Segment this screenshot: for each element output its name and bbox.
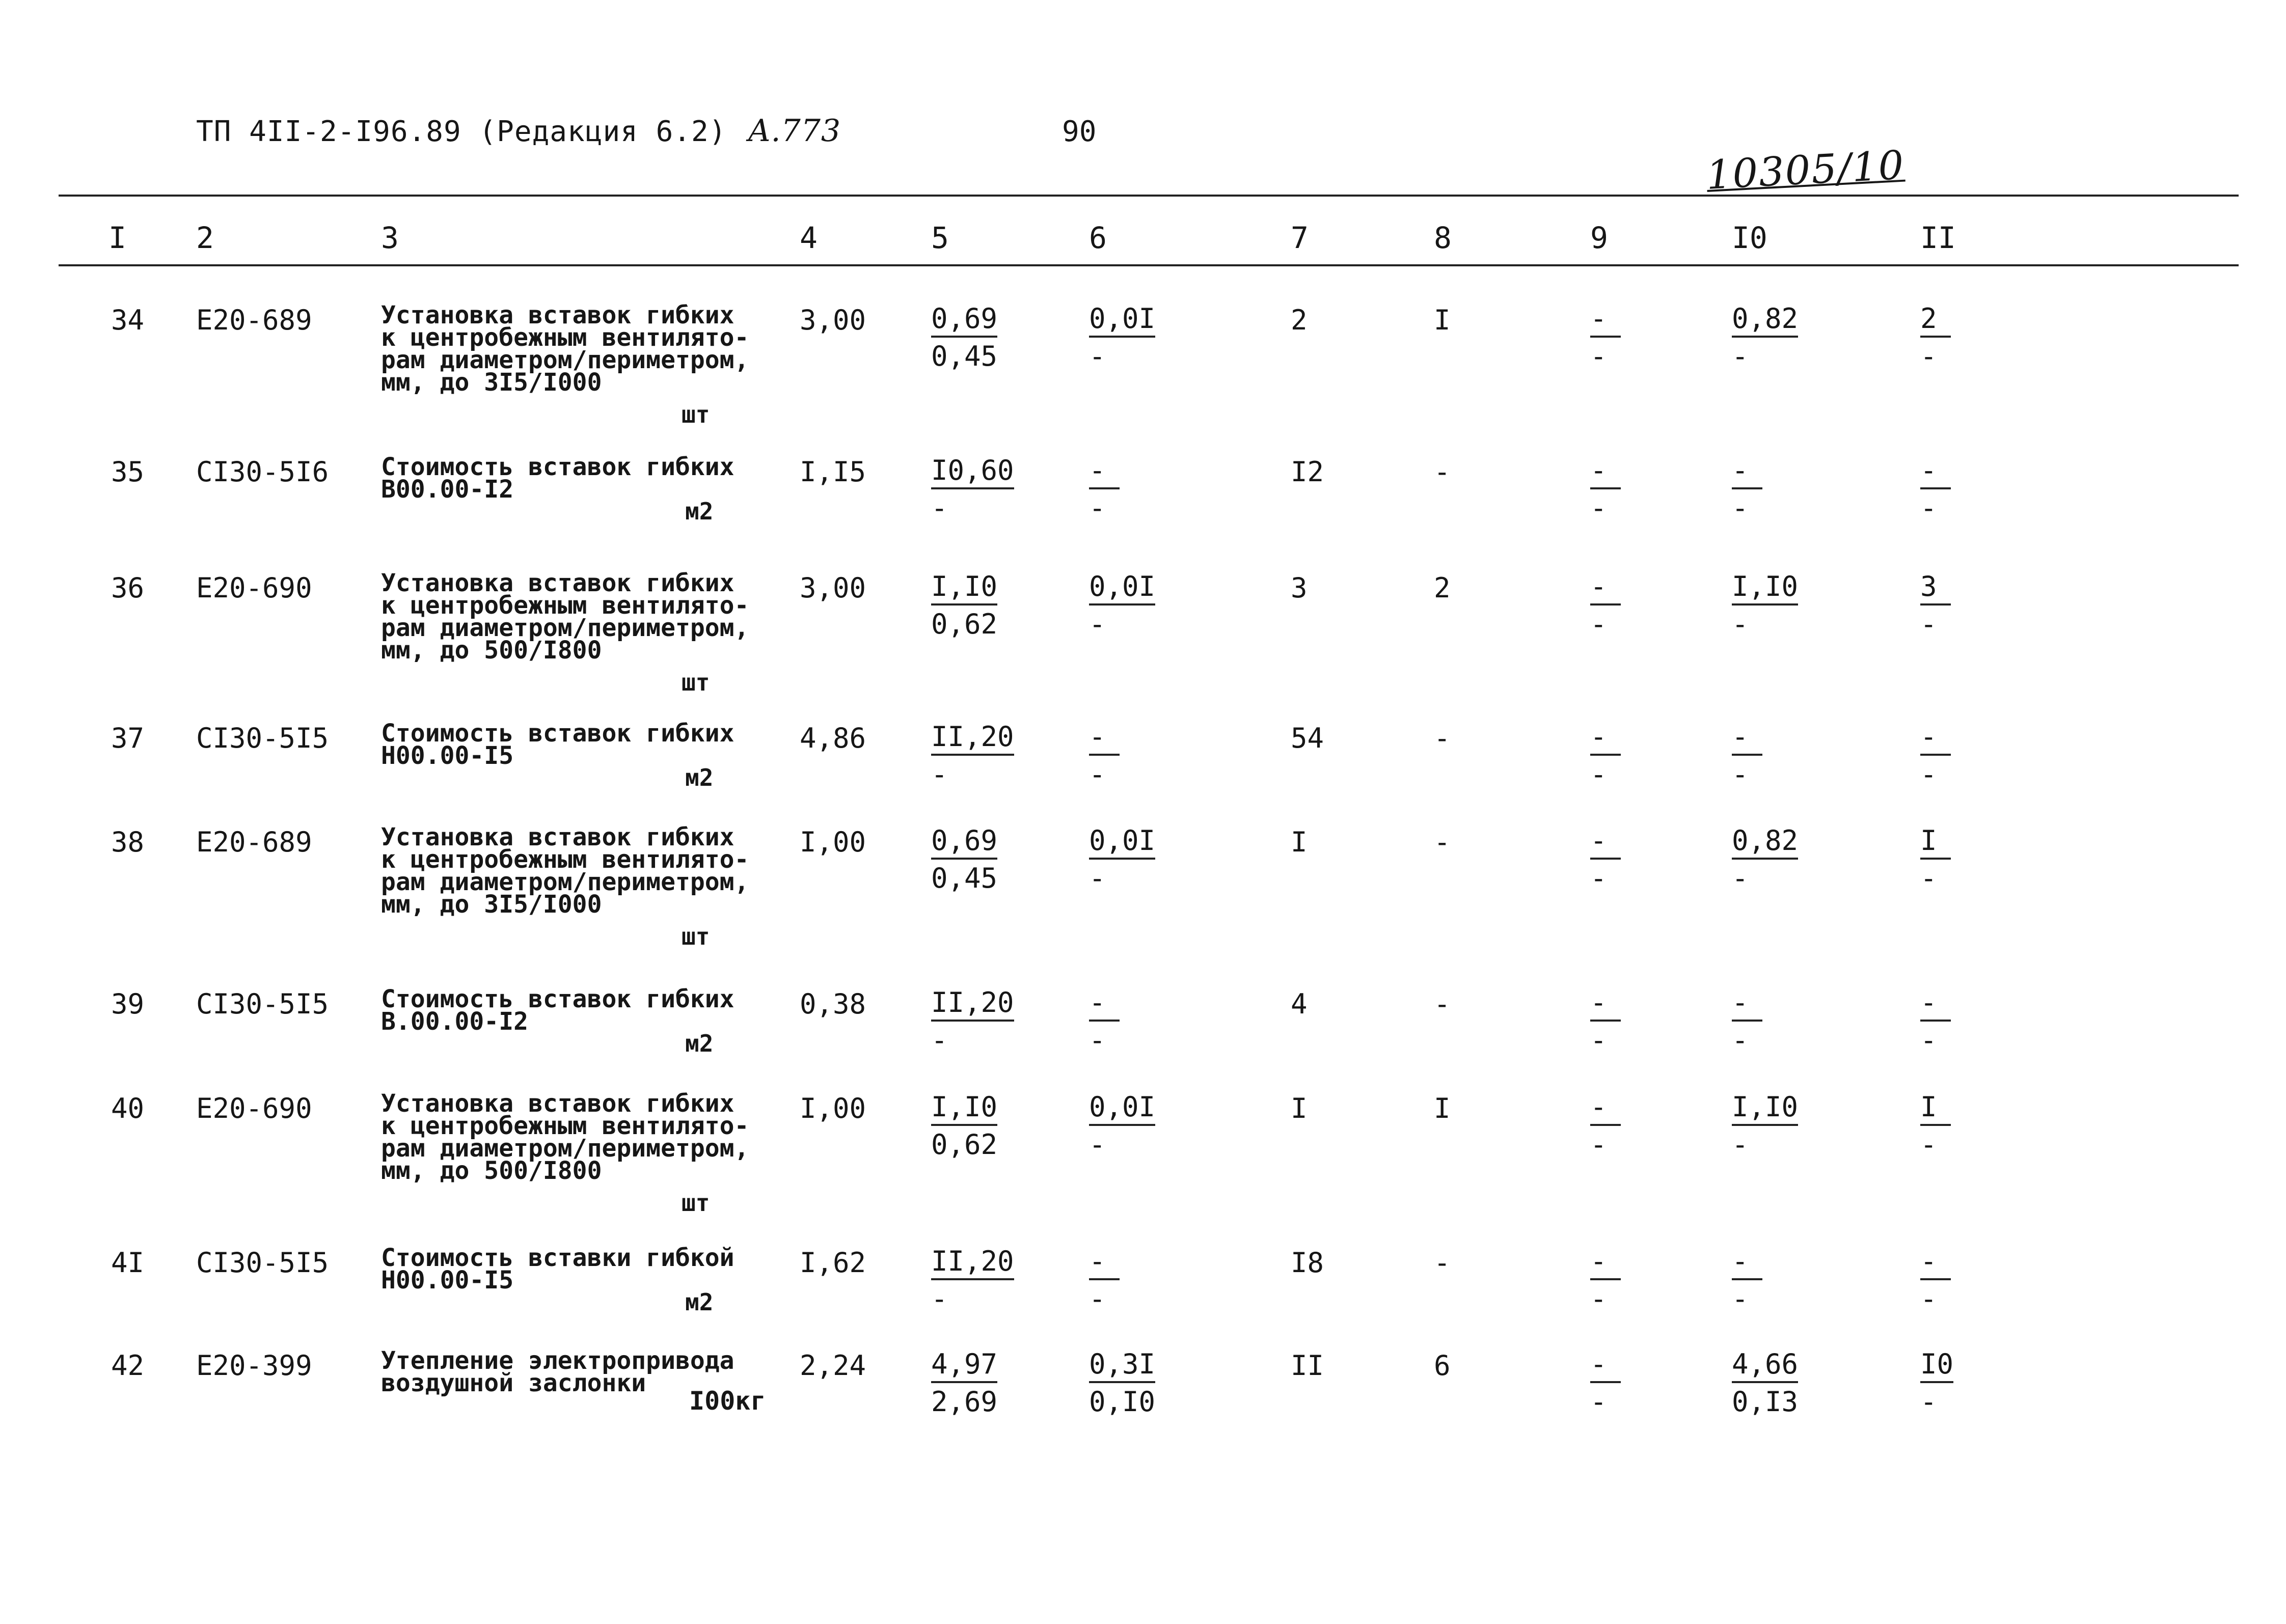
column-header-8: 8 [1434, 221, 1452, 255]
work-description-line: мм, до 3I5/I000 [381, 890, 602, 919]
table-row [0, 1089, 2286, 1217]
row-number: 37 [111, 722, 145, 754]
value-col-11-denominator: - [1920, 862, 1937, 894]
value-col-11 [1920, 572, 1951, 640]
value-col-5-denominator: 0,62 [931, 1128, 998, 1161]
value-col-8: - [1434, 456, 1451, 488]
table-row [0, 1346, 2286, 1418]
value-col-9-numerator: - [1590, 722, 1621, 756]
value-col-9-numerator: - [1590, 1247, 1621, 1280]
value-col-6-numerator: 0,0I [1089, 1092, 1155, 1126]
page-number: 90 [1062, 115, 1097, 148]
value-col-10 [1732, 988, 1762, 1056]
value-col-11-numerator: I0 [1920, 1350, 1953, 1383]
value-col-9-denominator: - [1590, 1386, 1607, 1418]
unit-of-measure: м2 [685, 1288, 714, 1316]
value-col-8: - [1434, 826, 1451, 858]
value-col-9-numerator: - [1590, 456, 1621, 489]
value-col-9 [1590, 1092, 1621, 1161]
work-description-line: мм, до 3I5/I000 [381, 368, 602, 397]
value-col-5-numerator: 0,69 [931, 826, 997, 860]
value-col-7: I8 [1291, 1247, 1324, 1279]
value-col-11-denominator: - [1920, 492, 1937, 524]
value-col-5-numerator: II,20 [931, 988, 1014, 1022]
row-number: 40 [111, 1092, 145, 1124]
value-col-11 [1920, 1247, 1951, 1315]
value-col-5 [931, 826, 997, 894]
value-col-10-numerator: 0,82 [1732, 304, 1798, 338]
value-col-10 [1732, 1247, 1762, 1315]
value-col-7: 54 [1291, 722, 1324, 754]
row-number: 4I [111, 1247, 145, 1279]
value-col-5 [931, 304, 997, 372]
value-col-11-numerator: 2 [1920, 304, 1951, 338]
value-col-11-denominator: - [1920, 1128, 1937, 1161]
value-col-11-denominator: - [1920, 1386, 1937, 1418]
value-col-9-denominator: - [1590, 758, 1607, 790]
value-col-5 [931, 1247, 1014, 1315]
value-col-5 [931, 456, 1014, 524]
price-code: CI30-5I6 [196, 456, 329, 488]
value-col-5-denominator: 2,69 [931, 1386, 998, 1418]
value-col-5-numerator: I,I0 [931, 572, 997, 605]
value-col-9 [1590, 572, 1621, 640]
table-row [0, 719, 2286, 791]
value-col-9-numerator: - [1590, 1350, 1621, 1383]
value-col-9-denominator: - [1590, 1128, 1607, 1161]
value-col-5-numerator: 4,97 [931, 1350, 997, 1383]
value-col-11-denominator: - [1920, 758, 1937, 790]
row-number: 34 [111, 304, 145, 336]
work-description-line: к центробежным вентилято- [381, 323, 749, 352]
value-col-9-numerator: - [1590, 572, 1621, 605]
price-code: CI30-5I5 [196, 722, 329, 754]
value-col-9-numerator: - [1590, 1092, 1621, 1126]
price-code: E20-689 [196, 304, 312, 336]
value-col-7: 3 [1291, 572, 1308, 604]
value-col-9 [1590, 304, 1621, 372]
handwritten-album-code: A.773 [748, 113, 841, 149]
value-col-9 [1590, 722, 1621, 790]
value-col-5-denominator: - [931, 492, 948, 524]
value-col-6 [1089, 304, 1155, 372]
value-col-10-denominator: - [1732, 758, 1749, 790]
value-col-11 [1920, 456, 1951, 524]
value-col-11-denominator: - [1920, 340, 1937, 372]
column-header-10: I0 [1732, 221, 1767, 255]
value-col-10 [1732, 1350, 1798, 1418]
unit-of-measure: м2 [685, 764, 714, 791]
row-number: 39 [111, 988, 145, 1020]
work-description-line: Стоимость вставок гибких [381, 985, 734, 1013]
value-col-6 [1089, 722, 1120, 790]
value-col-6-denominator: - [1089, 1024, 1106, 1056]
value-col-6-numerator: - [1089, 456, 1120, 489]
column-header-4: 4 [800, 221, 818, 255]
value-col-10-denominator: - [1732, 608, 1749, 640]
value-col-7: I [1291, 826, 1308, 858]
work-description-line: H00.00-I5 [381, 741, 514, 770]
value-col-10-numerator: - [1732, 1247, 1762, 1280]
value-col-5-numerator: II,20 [931, 722, 1014, 756]
column-header-1: I [108, 221, 126, 255]
value-col-9-denominator: - [1590, 608, 1607, 640]
work-description-line: Установка вставок гибких [381, 569, 734, 597]
handwritten-inventory-number: 10305/10 [1705, 142, 1906, 199]
table-row [0, 453, 2286, 525]
work-description-line: Стоимость вставок гибких [381, 453, 734, 481]
value-col-11 [1920, 1350, 1953, 1418]
quantity: I,00 [800, 826, 866, 858]
unit-of-measure: шт [682, 923, 710, 950]
value-col-6-denominator: - [1089, 340, 1106, 372]
work-description [381, 453, 748, 504]
unit-of-measure: шт [682, 669, 710, 696]
value-col-8: I [1434, 304, 1451, 336]
work-description-line: Установка вставок гибких [381, 1089, 734, 1118]
value-col-9 [1590, 456, 1621, 524]
table-top-rule [59, 195, 2239, 197]
quantity: 2,24 [800, 1350, 866, 1382]
table-row [0, 1244, 2286, 1316]
value-col-6-numerator: 0,0I [1089, 304, 1155, 338]
quantity: I,62 [800, 1247, 866, 1279]
work-description-line: к центробежным вентилято- [381, 845, 749, 874]
value-col-6-denominator: - [1089, 492, 1106, 524]
work-description-line: к центробежным вентилято- [381, 1112, 749, 1140]
row-number: 38 [111, 826, 145, 858]
table-row [0, 985, 2286, 1057]
value-col-6-numerator: - [1089, 1247, 1120, 1280]
value-col-5-denominator: 0,45 [931, 340, 998, 372]
quantity: I,00 [800, 1092, 866, 1124]
value-col-6-denominator: - [1089, 862, 1106, 894]
value-col-9 [1590, 1350, 1621, 1418]
price-code: E20-399 [196, 1350, 312, 1382]
value-col-5-numerator: II,20 [931, 1247, 1014, 1280]
quantity: I,I5 [800, 456, 866, 488]
work-description-line: Установка вставок гибких [381, 823, 734, 851]
value-col-11-numerator: - [1920, 1247, 1951, 1280]
value-col-7: 4 [1291, 988, 1308, 1020]
value-col-5-denominator: 0,62 [931, 608, 998, 640]
value-col-5-numerator: I0,60 [931, 456, 1014, 489]
value-col-9 [1590, 826, 1621, 894]
value-col-9-denominator: - [1590, 1024, 1607, 1056]
value-col-11-denominator: - [1920, 608, 1937, 640]
work-description [381, 823, 749, 919]
value-col-11-numerator: - [1920, 722, 1951, 756]
quantity: 3,00 [800, 572, 866, 604]
work-description-line: к центробежным вентилято- [381, 591, 749, 620]
table-row [0, 823, 2286, 950]
value-col-11-denominator: - [1920, 1024, 1937, 1056]
value-col-10-numerator: I,I0 [1732, 572, 1798, 605]
value-col-10-denominator: - [1732, 340, 1749, 372]
work-description-line: Установка вставок гибких [381, 301, 734, 329]
value-col-5 [931, 722, 1014, 790]
quantity: 4,86 [800, 722, 866, 754]
column-header-2: 2 [196, 221, 214, 255]
table-header-rule [59, 264, 2239, 266]
work-description-line: мм, до 500/I800 [381, 636, 602, 665]
value-col-9-denominator: - [1590, 340, 1607, 372]
work-description-line: Стоимость вставки гибкой [381, 1244, 734, 1272]
document-code: ТП 4II-2-I96.89 (Редакция 6.2) [196, 115, 727, 148]
work-description-line: рам диаметром/периметром, [381, 346, 749, 374]
value-col-8: 6 [1434, 1350, 1451, 1382]
column-header-11: II [1920, 221, 1956, 255]
value-col-5-numerator: 0,69 [931, 304, 997, 338]
quantity: 3,00 [800, 304, 866, 336]
column-header-5: 5 [931, 221, 949, 255]
value-col-5 [931, 572, 997, 640]
value-col-6-denominator: - [1089, 1128, 1106, 1161]
work-description [381, 301, 749, 397]
value-col-10 [1732, 1092, 1798, 1161]
value-col-10-denominator: 0,I3 [1732, 1386, 1799, 1418]
value-col-10-denominator: - [1732, 1128, 1749, 1161]
unit-of-measure: м2 [685, 1030, 714, 1057]
price-code: E20-690 [196, 572, 312, 604]
value-col-8: - [1434, 722, 1451, 754]
work-description-line: рам диаметром/периметром, [381, 1134, 749, 1163]
value-col-7: II [1291, 1350, 1324, 1382]
work-description-line: Утепление электропривода [381, 1346, 734, 1375]
value-col-6-numerator: 0,3I [1089, 1350, 1155, 1383]
price-code: E20-689 [196, 826, 312, 858]
value-col-9-denominator: - [1590, 492, 1607, 524]
work-description-line: мм, до 500/I800 [381, 1157, 602, 1185]
value-col-9-numerator: - [1590, 826, 1621, 860]
value-col-6-denominator: - [1089, 758, 1106, 790]
unit-of-measure: м2 [685, 498, 714, 525]
value-col-10-denominator: - [1732, 1283, 1749, 1315]
value-col-6-numerator: 0,0I [1089, 826, 1155, 860]
work-description [381, 569, 749, 665]
value-col-10 [1732, 722, 1762, 790]
value-col-10-denominator: - [1732, 492, 1749, 524]
value-col-6 [1089, 988, 1120, 1056]
value-col-7: I [1291, 1092, 1308, 1124]
value-col-10 [1732, 456, 1762, 524]
value-col-6-denominator: 0,I0 [1089, 1386, 1156, 1418]
value-col-10-denominator: - [1732, 862, 1749, 894]
value-col-9-numerator: - [1590, 304, 1621, 338]
value-col-8: - [1434, 988, 1451, 1020]
value-col-6-denominator: - [1089, 608, 1106, 640]
value-col-11-numerator: 3 [1920, 572, 1951, 605]
unit-of-measure: шт [682, 1189, 710, 1217]
value-col-6 [1089, 1092, 1155, 1161]
value-col-8: - [1434, 1247, 1451, 1279]
table-row [0, 301, 2286, 428]
value-col-5-numerator: I,I0 [931, 1092, 997, 1126]
value-col-10-numerator: I,I0 [1732, 1092, 1798, 1126]
value-col-5-denominator: - [931, 1283, 948, 1315]
value-col-9 [1590, 1247, 1621, 1315]
work-description-line: рам диаметром/периметром, [381, 614, 749, 642]
value-col-6 [1089, 572, 1155, 640]
quantity: 0,38 [800, 988, 866, 1020]
value-col-6-denominator: - [1089, 1283, 1106, 1315]
work-description-line: B.00.00-I2 [381, 1007, 528, 1036]
value-col-7: I2 [1291, 456, 1324, 488]
value-col-10-numerator: - [1732, 722, 1762, 756]
value-col-5-denominator: - [931, 1024, 948, 1056]
value-col-9 [1590, 988, 1621, 1056]
work-description [381, 719, 748, 770]
document-code-header [196, 113, 841, 149]
price-code: CI30-5I5 [196, 988, 329, 1020]
value-col-10 [1732, 572, 1798, 640]
work-description-line: H00.00-I5 [381, 1266, 514, 1295]
price-code: E20-690 [196, 1092, 312, 1124]
work-description [381, 1089, 749, 1185]
value-col-11-numerator: I [1920, 1092, 1951, 1126]
value-col-6 [1089, 456, 1120, 524]
value-col-11-numerator: I [1920, 826, 1951, 860]
value-col-9-denominator: - [1590, 1283, 1607, 1315]
value-col-6-numerator: - [1089, 722, 1120, 756]
work-description [381, 985, 748, 1036]
work-description-line: воздушной заслонки [381, 1369, 646, 1397]
value-col-5 [931, 1092, 997, 1161]
value-col-8: 2 [1434, 572, 1451, 604]
table-row [0, 569, 2286, 696]
value-col-8: I [1434, 1092, 1451, 1124]
value-col-6 [1089, 1247, 1120, 1315]
value-col-10-numerator: 0,82 [1732, 826, 1798, 860]
work-description-line: B00.00-I2 [381, 475, 514, 504]
value-col-5-denominator: 0,45 [931, 862, 998, 894]
value-col-6-numerator: 0,0I [1089, 572, 1155, 605]
row-number: 36 [111, 572, 145, 604]
value-col-11 [1920, 826, 1951, 894]
value-col-6-numerator: - [1089, 988, 1120, 1022]
value-col-6 [1089, 1350, 1155, 1418]
row-number: 35 [111, 456, 145, 488]
value-col-7: 2 [1291, 304, 1308, 336]
column-header-6: 6 [1089, 221, 1107, 255]
value-col-6 [1089, 826, 1155, 894]
value-col-11 [1920, 988, 1951, 1056]
value-col-10 [1732, 304, 1798, 372]
row-number: 42 [111, 1350, 145, 1382]
value-col-9-denominator: - [1590, 862, 1607, 894]
value-col-10-numerator: - [1732, 456, 1762, 489]
value-col-10-denominator: - [1732, 1024, 1749, 1056]
value-col-11 [1920, 304, 1951, 372]
column-header-9: 9 [1590, 221, 1608, 255]
work-description-line: Стоимость вставок гибких [381, 719, 734, 748]
column-header-3: 3 [381, 221, 399, 255]
value-col-11-denominator: - [1920, 1283, 1937, 1315]
value-col-10 [1732, 826, 1798, 894]
value-col-11 [1920, 1092, 1951, 1161]
value-col-5-denominator: - [931, 758, 948, 790]
value-col-5 [931, 988, 1014, 1056]
work-description [381, 1244, 748, 1295]
value-col-11-numerator: - [1920, 456, 1951, 489]
value-col-9-numerator: - [1590, 988, 1621, 1022]
value-col-10-numerator: - [1732, 988, 1762, 1022]
price-code: CI30-5I5 [196, 1247, 329, 1279]
value-col-10-numerator: 4,66 [1732, 1350, 1798, 1383]
unit-of-measure: шт [682, 401, 710, 428]
column-header-7: 7 [1291, 221, 1309, 255]
unit-of-measure: I00кг [689, 1386, 766, 1416]
value-col-5 [931, 1350, 997, 1418]
work-description-line: рам диаметром/периметром, [381, 868, 749, 896]
value-col-11 [1920, 722, 1951, 790]
value-col-11-numerator: - [1920, 988, 1951, 1022]
